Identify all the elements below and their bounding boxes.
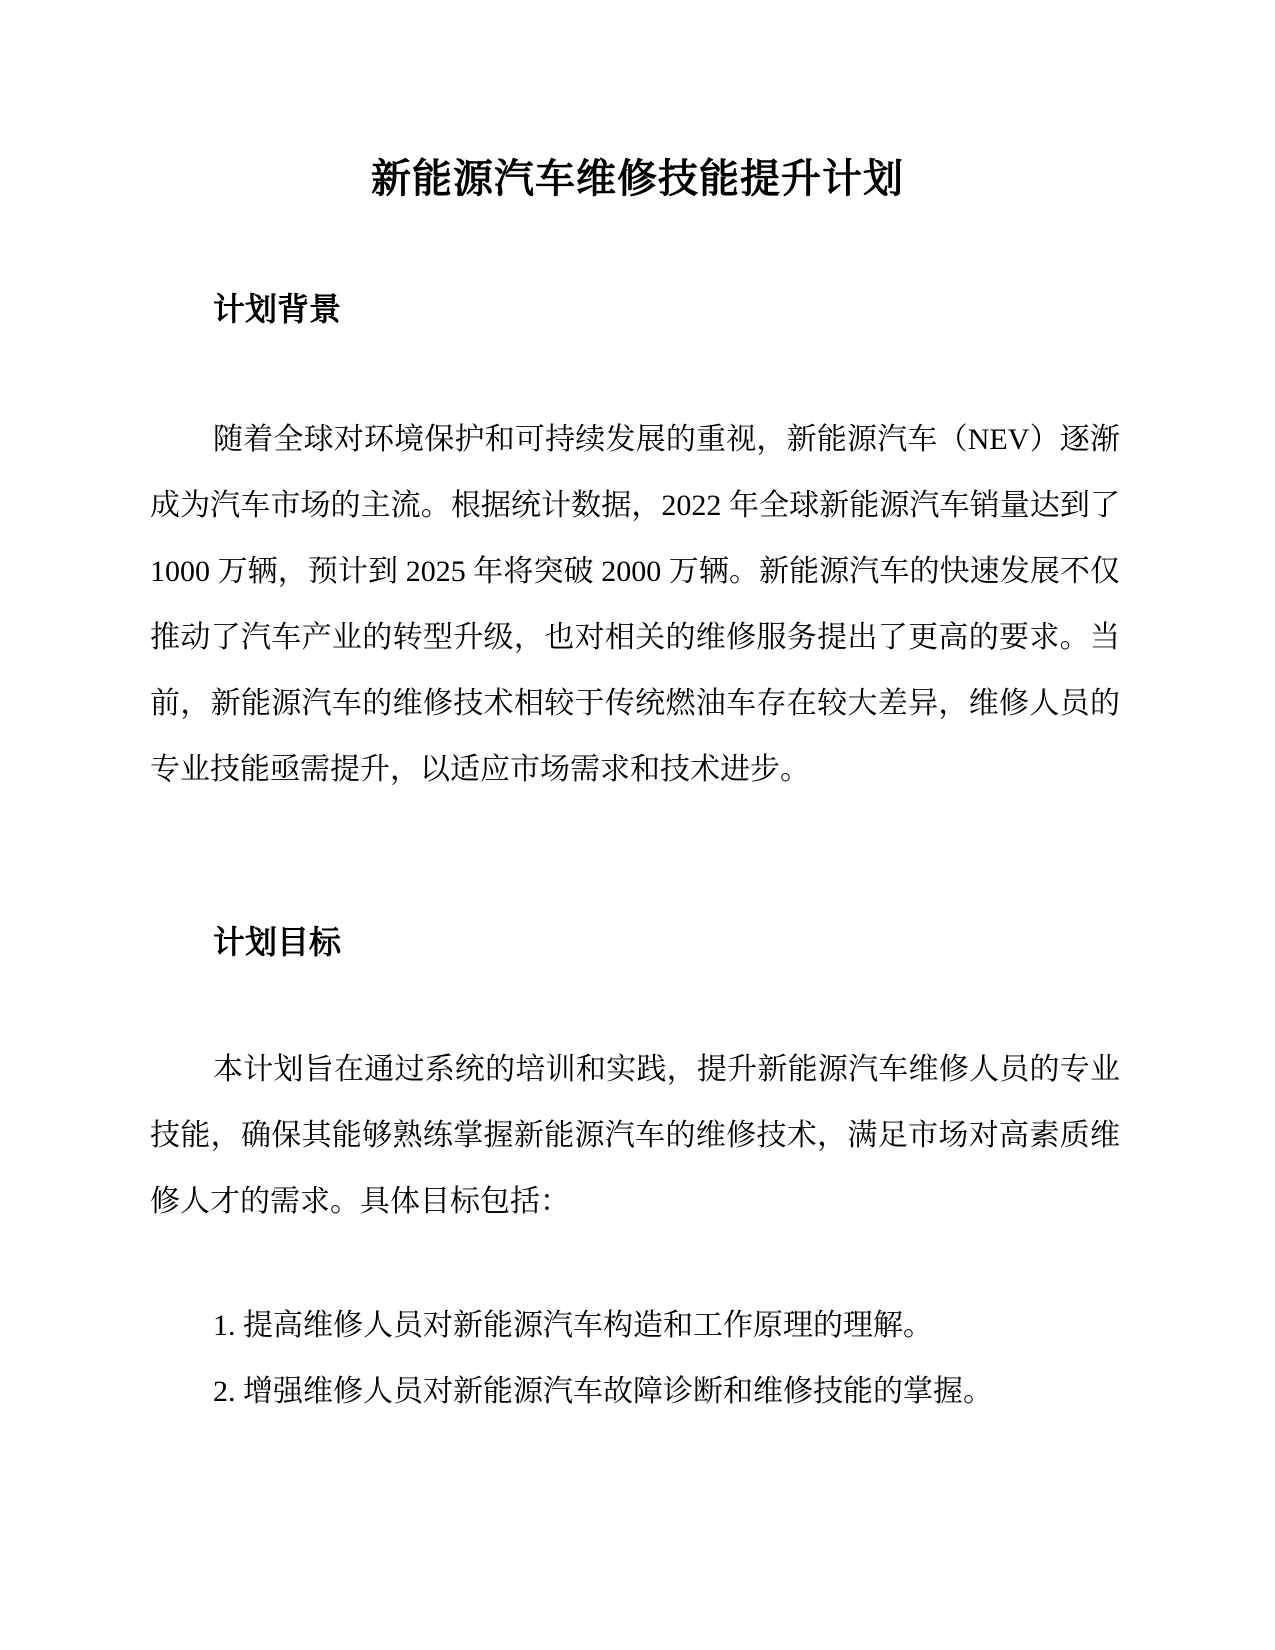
- background-paragraph: 随着全球对环境保护和可持续发展的重视，新能源汽车（NEV）逐渐成为汽车市场的主流。根据统计数据，2022 年全球新能源汽车销量达到了 1000 万辆，预计到 2025 年将突破 2000 万辆。新能源汽车的快速发展不仅推动了汽车产业的转型升级，也对相关的维修服务提出了更高的要求。当前，新能源汽车的维修技术相较于传统燃油车存在较大差异，维修人员的专业技能亟需提升，以适应市场需求和技术进步。: [150, 423, 1120, 786]
- goals-list: [213, 1293, 1113, 1425]
- goals-paragraph: 本计划旨在通过系统的培训和实践，提升新能源汽车维修人员的专业技能，确保其能够熟练掌握新能源汽车的维修技术，满足市场对高素质维修人才的需求。具体目标包括：: [150, 1053, 1120, 1218]
- document-title: 新能源汽车维修技能提升计划: [371, 156, 904, 202]
- section-heading-background: 计划背景: [213, 290, 342, 328]
- list-item: 2. 增强维修人员对新能源汽车故障诊断和维修技能的掌握。: [213, 1375, 993, 1408]
- section-heading-goals: 计划目标: [213, 923, 342, 961]
- list-item: 1. 提高维修人员对新能源汽车构造和工作原理的理解。: [213, 1309, 933, 1342]
